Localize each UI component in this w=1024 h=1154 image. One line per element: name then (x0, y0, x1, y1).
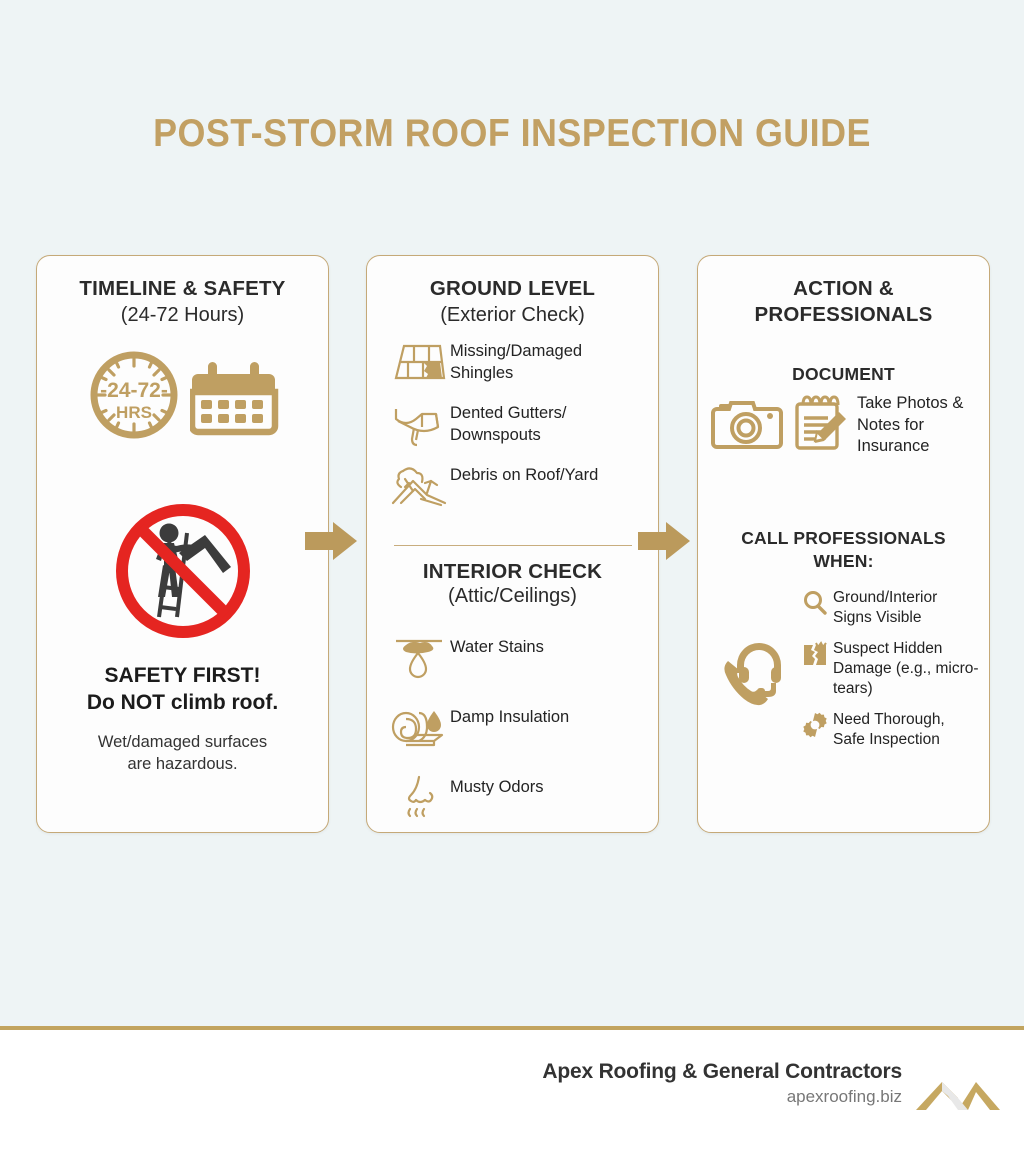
interior-check-header (366, 560, 659, 609)
no-climb-ladder-icon (107, 495, 259, 647)
camera-icon (711, 393, 783, 458)
notepad-pencil-icon (789, 392, 851, 459)
company-name: Apex Roofing & General Contractors (542, 1060, 902, 1083)
panel2-divider (394, 545, 632, 546)
calendar-icon (190, 348, 284, 442)
water-drip-icon (388, 634, 450, 682)
nose-odor-icon (388, 774, 450, 822)
list-item (388, 704, 640, 752)
list-item-label: Damp Insulation (450, 708, 570, 726)
hazard-line-1: Wet/damaged surfaces (97, 733, 268, 751)
no-climb-sign (36, 495, 329, 652)
call-professionals-header (697, 527, 990, 573)
list-item (388, 400, 640, 448)
footer-text (542, 1060, 902, 1107)
document-row (711, 392, 976, 459)
interior-check-list (388, 634, 640, 836)
call-reasons-list (797, 588, 979, 761)
call-heading-line-1: CALL PROFESSIONALS (741, 528, 946, 548)
footer (0, 1030, 1024, 1154)
panel1-heading: TIMELINE & SAFETY (79, 277, 286, 300)
gutter-icon (388, 400, 450, 448)
debris-icon (388, 462, 450, 510)
list-item (388, 774, 640, 822)
list-item-label: Musty Odors (450, 778, 544, 796)
timeline-icons (36, 343, 329, 447)
clock-value: -24-72- (99, 379, 168, 402)
panel2-heading: GROUND LEVEL (429, 277, 596, 300)
call-heading-line-2: WHEN: (813, 551, 874, 571)
interior-heading: INTERIOR CHECK (422, 560, 603, 583)
list-item (388, 338, 640, 386)
phone-headset-icon (711, 635, 797, 715)
panel3-heading-line-1: ACTION & (793, 277, 894, 300)
clock-icon (82, 343, 186, 447)
exterior-check-list (388, 338, 640, 524)
list-item-label: Water Stains (450, 638, 544, 656)
insulation-roll-icon (388, 704, 450, 752)
interior-subheading: (Attic/Ceilings) (448, 585, 577, 607)
hazard-note (36, 731, 329, 775)
panel1-subheading: (24-72 Hours) (120, 304, 245, 326)
mountain-peaks-logo (914, 1070, 1002, 1114)
list-item-label: Missing/Damaged Shingles (450, 342, 583, 382)
list-item-label: Debris on Roof/Yard (450, 466, 599, 484)
arrow-panel1-to-panel2 (305, 520, 359, 562)
list-item-label: Dented Gutters/ Downspouts (450, 404, 567, 444)
list-item (797, 588, 979, 628)
magnifier-icon (797, 588, 833, 616)
list-item (388, 634, 640, 682)
safety-line-2: Do NOT climb roof. (86, 691, 279, 714)
cracked-damage-icon (797, 639, 833, 667)
safety-warning (36, 662, 329, 716)
list-item-label: Suspect Hidden Damage (e.g., micro-tears) (833, 640, 979, 697)
panel3-heading-line-2: PROFESSIONALS (754, 303, 933, 326)
list-item-label: Ground/Interior Signs Visible (833, 589, 938, 626)
document-text: Take Photos & Notes for Insurance (857, 394, 964, 456)
list-item (388, 462, 640, 510)
list-item (797, 639, 979, 699)
document-heading: DOCUMENT (792, 364, 895, 384)
call-professionals-block (711, 588, 979, 761)
safety-line-1: SAFETY FIRST! (104, 664, 261, 687)
gear-icon (797, 710, 833, 738)
hazard-line-2: are hazardous. (127, 755, 238, 773)
list-item-label: Need Thorough, Safe Inspection (833, 711, 945, 748)
arrow-panel2-to-panel3 (638, 520, 692, 562)
company-website[interactable]: apexroofing.biz (786, 1087, 902, 1106)
shingles-icon (388, 338, 450, 386)
list-item (797, 710, 979, 750)
clock-unit: HRS (115, 403, 152, 422)
page-title: POST-STORM ROOF INSPECTION GUIDE (153, 112, 871, 155)
panel2-subheading: (Exterior Check) (440, 304, 585, 326)
